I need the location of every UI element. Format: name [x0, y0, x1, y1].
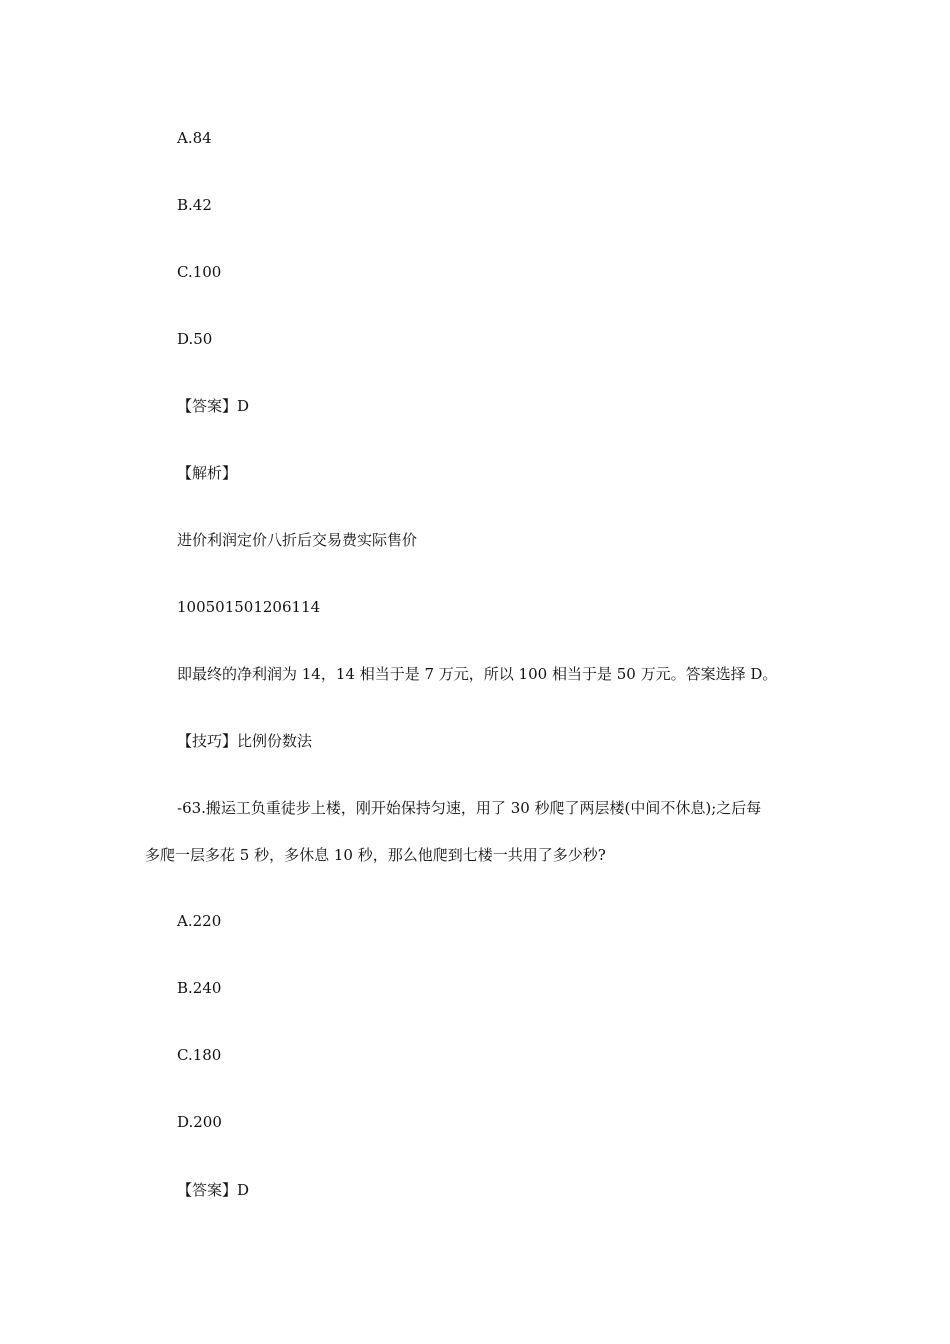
q62-answer: 【答案】D	[177, 397, 250, 415]
q63-answer: 【答案】D	[177, 1181, 250, 1199]
q63-option-a: A.220	[177, 912, 222, 930]
q62-table-header: 进价利润定价八折后交易费实际售价	[177, 531, 418, 549]
q62-explanation: 即最终的净利润为 14，14 相当于是 7 万元，所以 100 相当于是 50 万元。答案选择 D。	[177, 665, 778, 683]
q63-question-line2: 多爬一层多花 5 秒，多休息 10 秒，那么他爬到七楼一共用了多少秒?	[145, 846, 606, 864]
q62-tip: 【技巧】比例份数法	[177, 732, 313, 750]
q63-option-b: B.240	[177, 979, 222, 997]
q62-analysis-label: 【解析】	[177, 464, 238, 482]
q63-question-line1: -63.搬运工负重徒步上楼，刚开始保持匀速，用了 30 秒爬了两层楼(中间不休息);之后每	[177, 799, 762, 817]
q62-option-b: B.42	[177, 196, 212, 214]
q62-option-c: C.100	[177, 263, 222, 281]
q63-option-d: D.200	[177, 1113, 222, 1131]
q62-option-a: A.84	[177, 129, 212, 147]
q63-option-c: C.180	[177, 1046, 222, 1064]
q62-table-values: 100501501206114	[177, 598, 321, 616]
q62-option-d: D.50	[177, 330, 213, 348]
